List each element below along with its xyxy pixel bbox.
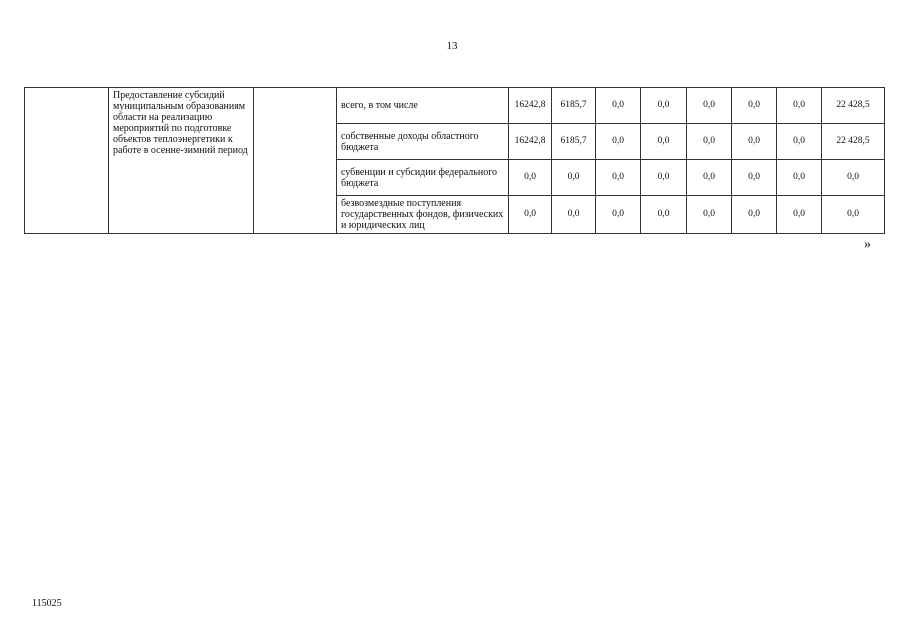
measure-description-cell: Предоставление субсидий муниципальным образованиям области на реализацию мероприятий по подготовке объектов теплоэнергетики к работе в осенне-зимний период xyxy=(109,88,254,234)
value-cell: 0,0 xyxy=(596,160,641,196)
value-cell: 0,0 xyxy=(641,196,687,234)
value-cell: 16242,8 xyxy=(509,88,552,124)
value-cell: 0,0 xyxy=(777,196,822,234)
budget-table xyxy=(24,87,885,234)
value-cell: 0,0 xyxy=(732,160,777,196)
funding-source-cell: всего, в том числе xyxy=(337,88,509,124)
value-cell: 0,0 xyxy=(732,196,777,234)
funding-source-cell: собственные доходы областного бюджета xyxy=(337,124,509,160)
total-value-cell: 22 428,5 xyxy=(822,88,885,124)
value-cell: 16242,8 xyxy=(509,124,552,160)
value-cell: 0,0 xyxy=(641,124,687,160)
value-cell: 0,0 xyxy=(687,160,732,196)
total-value-cell: 0,0 xyxy=(822,196,885,234)
value-cell: 0,0 xyxy=(687,124,732,160)
value-cell: 0,0 xyxy=(687,88,732,124)
funding-source-cell: субвенции и субсидии федерального бюджета xyxy=(337,160,509,196)
value-cell: 0,0 xyxy=(777,124,822,160)
document-code: 115025 xyxy=(32,598,62,609)
value-cell: 0,0 xyxy=(777,160,822,196)
empty-number-cell xyxy=(25,88,109,234)
value-cell: 6185,7 xyxy=(552,88,596,124)
value-cell: 0,0 xyxy=(552,160,596,196)
value-cell: 6185,7 xyxy=(552,124,596,160)
value-cell: 0,0 xyxy=(732,88,777,124)
value-cell: 0,0 xyxy=(596,196,641,234)
value-cell: 0,0 xyxy=(596,88,641,124)
total-value-cell: 22 428,5 xyxy=(822,124,885,160)
table-row xyxy=(25,88,885,124)
funding-source-cell: безвозмездные поступления государственных фондов, физических и юридических лиц xyxy=(337,196,509,234)
value-cell: 0,0 xyxy=(641,88,687,124)
total-value-cell: 0,0 xyxy=(822,160,885,196)
page-number: 13 xyxy=(446,40,458,52)
value-cell: 0,0 xyxy=(641,160,687,196)
value-cell: 0,0 xyxy=(687,196,732,234)
value-cell: 0,0 xyxy=(509,160,552,196)
value-cell: 0,0 xyxy=(596,124,641,160)
value-cell: 0,0 xyxy=(777,88,822,124)
empty-executor-cell xyxy=(254,88,337,234)
value-cell: 0,0 xyxy=(552,196,596,234)
closing-quote-mark: » xyxy=(864,237,871,252)
value-cell: 0,0 xyxy=(509,196,552,234)
value-cell: 0,0 xyxy=(732,124,777,160)
